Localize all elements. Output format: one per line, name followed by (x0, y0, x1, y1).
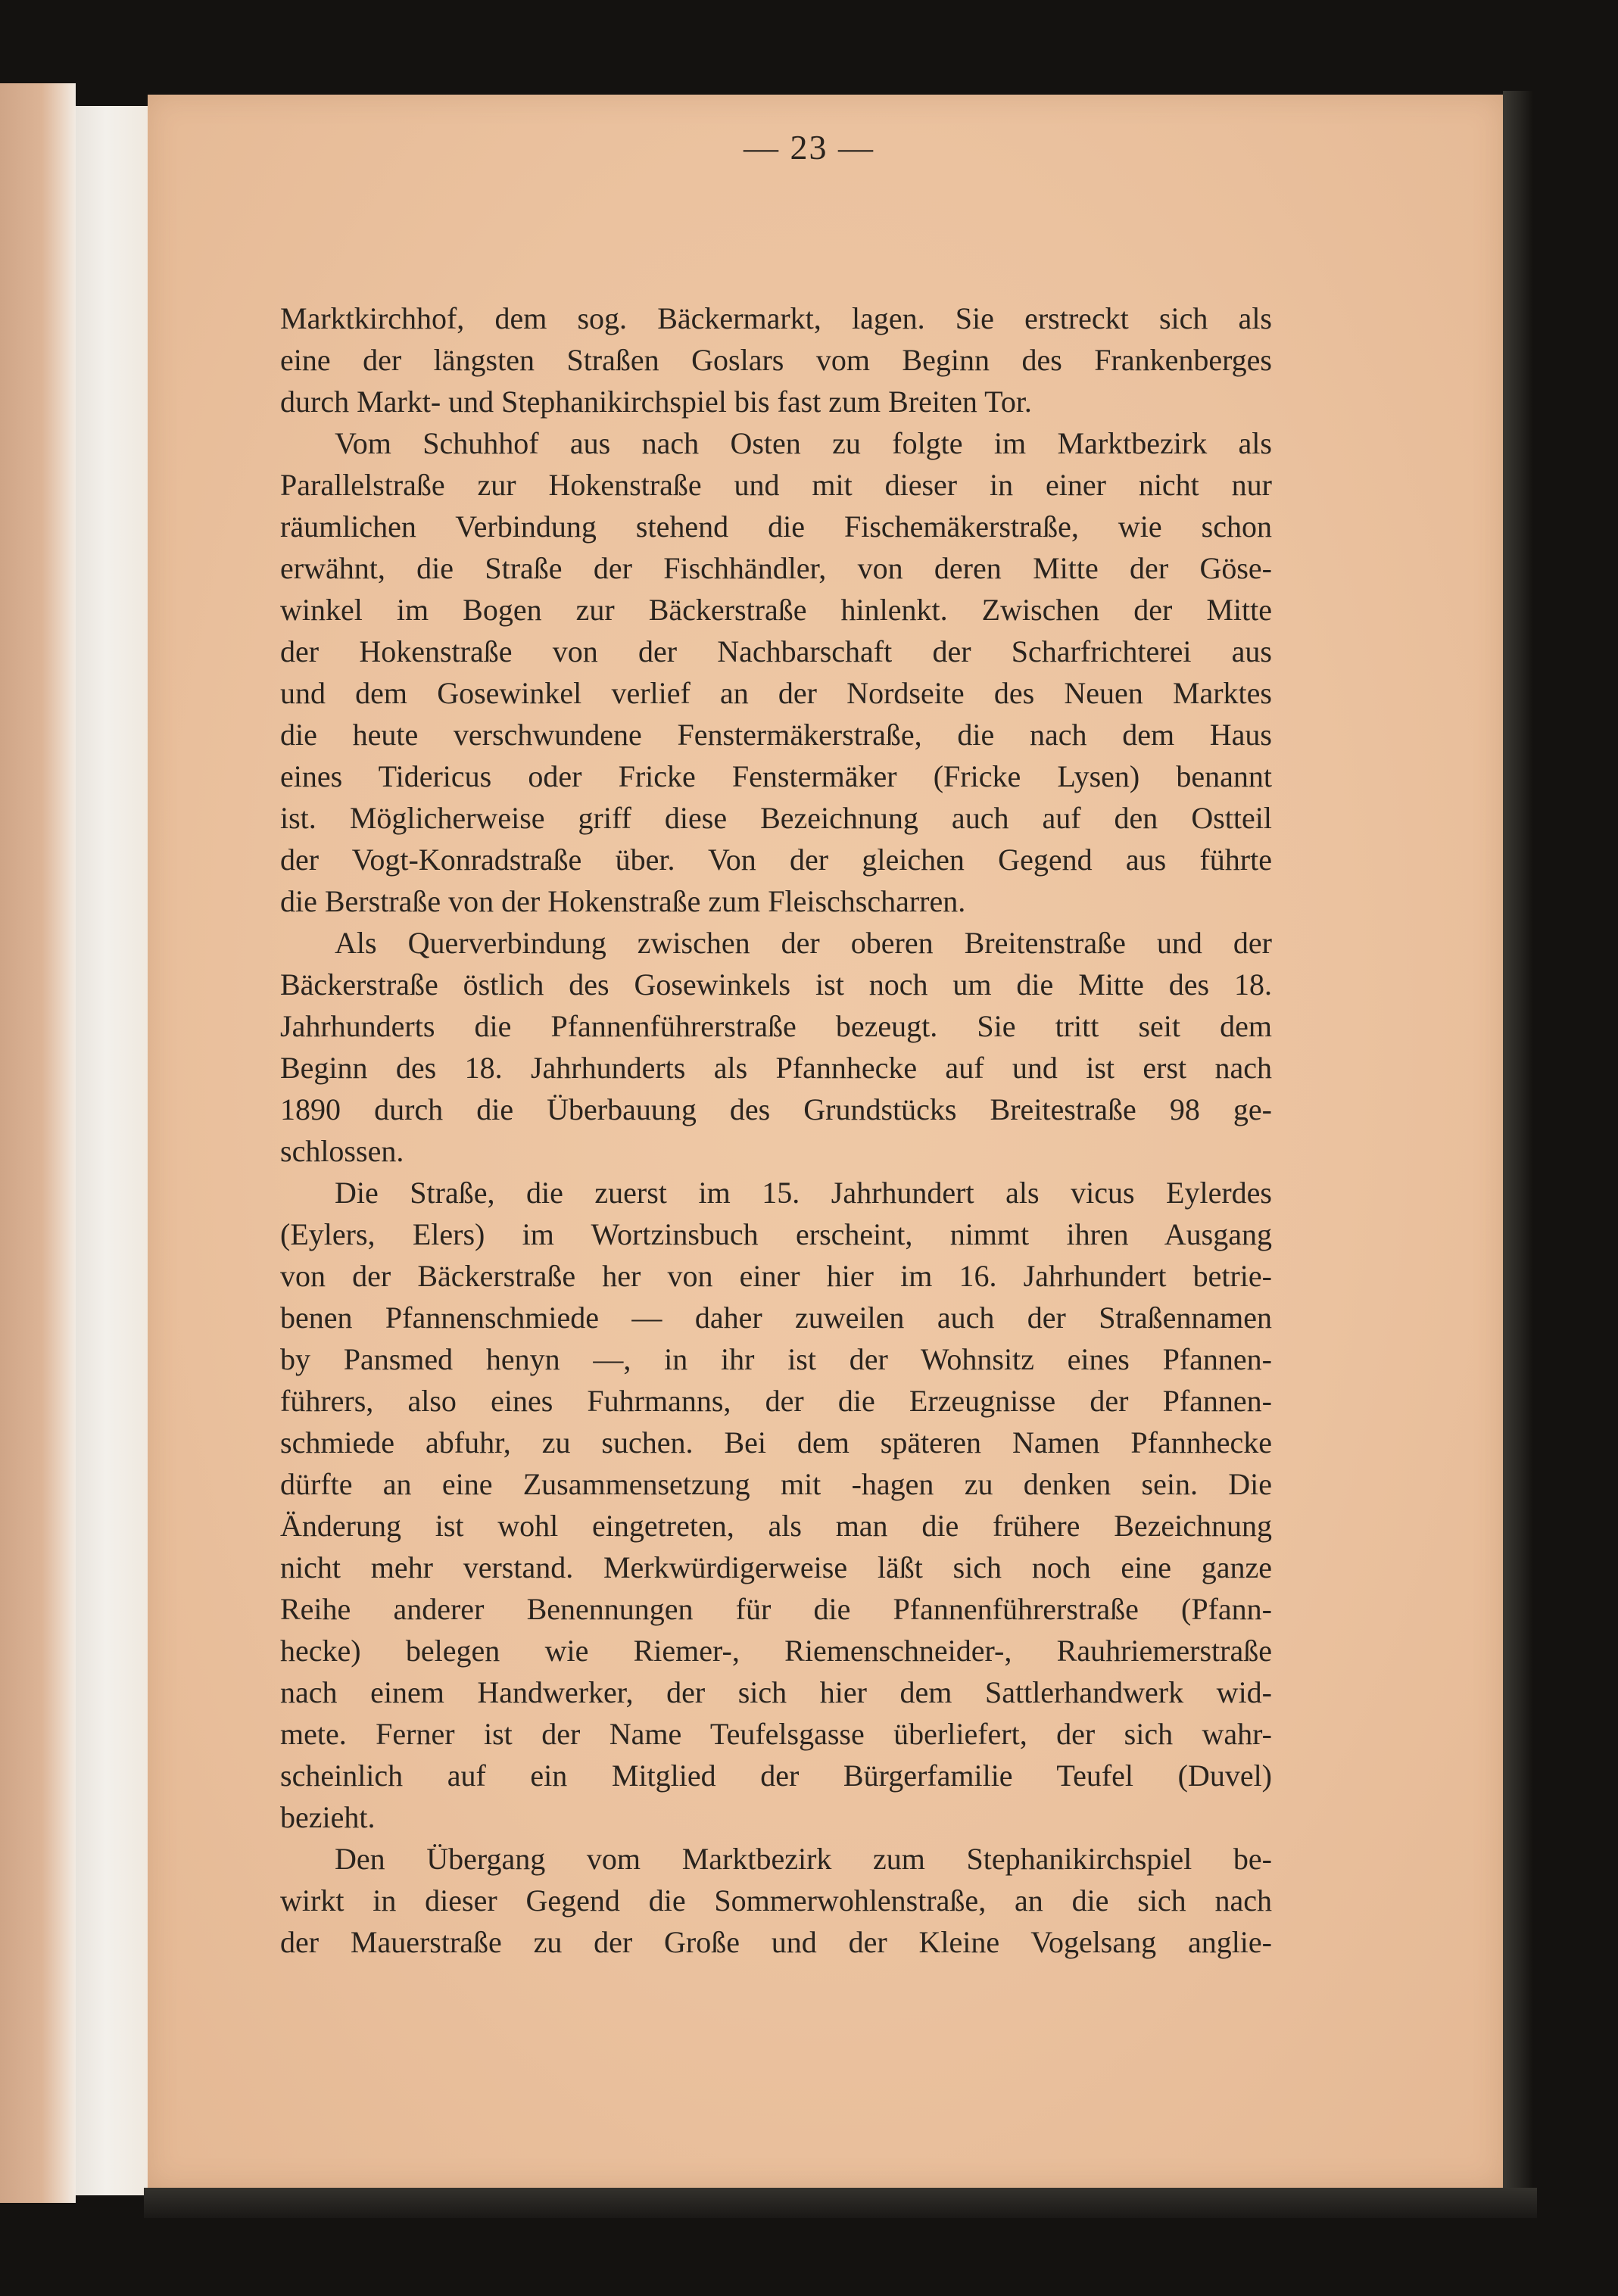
page-body-text (280, 298, 1272, 1963)
text-line: erwähnt, die Straße der Fischhändler, von deren Mitte der Göse- (280, 551, 1272, 585)
book-cover-right (1503, 91, 1533, 2195)
text-line: die Berstraße von der Hokenstraße zum Fleischscharren. (280, 884, 966, 918)
text-line: Beginn des 18. Jahrhunderts als Pfannhecke auf und ist erst nach (280, 1051, 1272, 1085)
text-line: und dem Gosewinkel verlief an der Nordseite des Neuen Marktes (280, 676, 1272, 710)
text-line: Jahrhunderts die Pfannenführerstraße bezeugt. Sie tritt seit dem (280, 1009, 1272, 1043)
text-line: nach einem Handwerker, der sich hier dem Sattlerhandwerk wid- (280, 1675, 1272, 1709)
left-page-edge (0, 83, 76, 2203)
text-line: Marktkirchhof, dem sog. Bäckermarkt, lagen. Sie erstreckt sich als (280, 301, 1272, 335)
page-number: — 23 — (744, 128, 874, 167)
text-line: von der Bäckerstraße her von einer hier im 16. Jahrhundert betrie- (280, 1259, 1272, 1293)
text-line: scheinlich auf ein Mitglied der Bürgerfamilie Teufel (Duvel) (280, 1759, 1272, 1793)
text-line: Reihe anderer Benennungen für die Pfannenführerstraße (Pfann- (280, 1592, 1272, 1626)
text-line: durch Markt- und Stephanikirchspiel bis fast zum Breiten Tor. (280, 385, 1032, 419)
text-line: nicht mehr verstand. Merkwürdigerweise läßt sich noch eine ganze (280, 1550, 1272, 1584)
text-line: Änderung ist wohl eingetreten, als man die frühere Bezeichnung (280, 1509, 1272, 1543)
text-line: winkel im Bogen zur Bäckerstraße hinlenkt. Zwischen der Mitte (280, 593, 1272, 627)
text-line: 1890 durch die Überbauung des Grundstücks Breitestraße 98 ge- (280, 1092, 1272, 1126)
text-line: die heute verschwundene Fenstermäkerstraße, die nach dem Haus (280, 718, 1272, 752)
text-line: der Vogt-Konradstraße über. Von der gleichen Gegend aus führte (280, 843, 1272, 877)
text-line: by Pansmed henyn —, in ihr ist der Wohnsitz eines Pfannen- (280, 1342, 1272, 1376)
text-line: ist. Möglicherweise griff diese Bezeichnung auch auf den Ostteil (280, 801, 1272, 835)
text-line: benen Pfannenschmiede — daher zuweilen auch der Straßennamen (280, 1301, 1272, 1335)
text-line: eines Tidericus oder Fricke Fenstermäker (Fricke Lysen) benannt (280, 759, 1272, 793)
text-line: hecke) belegen wie Riemer-, Riemenschneider-, Rauhriemerstraße (280, 1634, 1272, 1668)
text-line: Parallelstraße zur Hokenstraße und mit dieser in einer nicht nur (280, 468, 1272, 502)
text-line: schmiede abfuhr, zu suchen. Bei dem späteren Namen Pfannhecke (280, 1425, 1272, 1460)
text-line: Den Übergang vom Marktbezirk zum Stephanikirchspiel be- (335, 1842, 1272, 1876)
text-line: führers, also eines Fuhrmanns, der die Erzeugnisse der Pfannen- (280, 1384, 1272, 1418)
text-line: Als Querverbindung zwischen der oberen Breitenstraße und der (335, 926, 1272, 960)
book-cover-bottom (144, 2188, 1537, 2218)
text-line: Die Straße, die zuerst im 15. Jahrhundert als vicus Eylerdes (335, 1176, 1272, 1210)
text-line: bezieht. (280, 1800, 376, 1834)
text-line: dürfte an eine Zusammensetzung mit -hagen zu denken sein. Die (280, 1467, 1272, 1501)
text-line: Bäckerstraße östlich des Gosewinkels ist noch um die Mitte des 18. (280, 967, 1272, 1002)
book-gutter (76, 106, 151, 2195)
text-line: Vom Schuhhof aus nach Osten zu folgte im Marktbezirk als (335, 426, 1272, 460)
text-line: eine der längsten Straßen Goslars vom Beginn des Frankenberges (280, 343, 1272, 377)
text-line: der Mauerstraße zu der Große und der Kleine Vogelsang anglie- (280, 1925, 1272, 1959)
text-line: der Hokenstraße von der Nachbarschaft der Scharfrichterei aus (280, 634, 1272, 668)
text-line: wirkt in dieser Gegend die Sommerwohlenstraße, an die sich nach (280, 1883, 1272, 1917)
text-line: räumlichen Verbindung stehend die Fischemäkerstraße, wie schon (280, 509, 1272, 544)
text-line: mete. Ferner ist der Name Teufelsgasse überliefert, der sich wahr- (280, 1717, 1272, 1751)
text-line: (Eylers, Elers) im Wortzinsbuch erscheint, nimmt ihren Ausgang (280, 1217, 1272, 1251)
text-line: schlossen. (280, 1134, 404, 1168)
